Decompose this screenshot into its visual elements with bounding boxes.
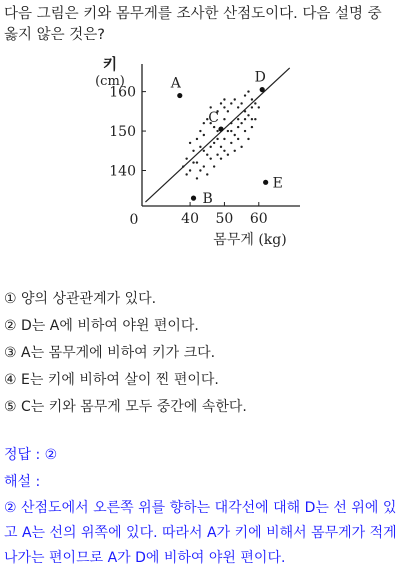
scatter-point <box>244 118 246 120</box>
scatter-point <box>247 138 249 140</box>
scatter-point <box>237 118 239 120</box>
scatter-point <box>251 118 253 120</box>
scatter-point <box>258 106 260 108</box>
scatter-point <box>251 106 253 108</box>
scatter-point <box>199 146 201 148</box>
scatter-point <box>216 138 218 140</box>
point-label-b: B <box>202 191 213 208</box>
scatter-point <box>240 102 242 104</box>
scatter-point <box>223 138 225 140</box>
scatter-point <box>203 134 205 136</box>
choice-1[interactable]: ① 양의 상관관계가 있다. <box>4 291 157 307</box>
scatter-point <box>247 90 249 92</box>
explanation-text: ② 산점도에서 오른쪽 위를 향하는 대각선에 대해 D는 선 위에 있고 A는 선의 위쪽에 있다. 따라서 A가 키에 비해서 몸무게가 적게 나가는 편이므로 A가 D에 비하여 야윈 편이다. <box>4 500 397 566</box>
scatter-point <box>220 102 222 104</box>
point-e <box>263 180 268 185</box>
scatter-point <box>254 118 256 120</box>
point-a <box>177 93 182 98</box>
point-label-e: E <box>272 175 283 192</box>
choice-3[interactable]: ③ A는 몸무게에 비하여 키가 크다. <box>4 345 216 361</box>
scatter-point <box>196 161 198 163</box>
scatter-point <box>216 130 218 132</box>
scatter-point <box>220 146 222 148</box>
y-axis-label: 키 <box>102 56 118 73</box>
choice-5[interactable]: ⑤ C는 키와 몸무게 모두 중간에 속한다. <box>4 399 247 415</box>
answer-label: 정답 : ② <box>4 447 58 463</box>
scatter-point <box>199 169 201 171</box>
scatter-point <box>209 157 211 159</box>
scatter-point <box>203 165 205 167</box>
question-text: 다음 그림은 키와 몸무게를 조사한 산점도이다. 다음 설명 중 옳지 않은 것은? <box>4 6 382 43</box>
x-tick-label: 50 <box>215 211 234 227</box>
scatter-point <box>206 173 208 175</box>
scatter-point <box>230 130 232 132</box>
point-c <box>218 126 223 131</box>
choice-list <box>4 290 398 425</box>
scatter-point <box>251 126 253 128</box>
scatter-point <box>209 106 211 108</box>
scatter-point <box>185 157 187 159</box>
scatter-point <box>192 150 194 152</box>
scatter-point <box>244 94 246 96</box>
scatter-point <box>206 154 208 156</box>
y-tick-label: 140 <box>109 163 136 180</box>
scatter-point <box>227 130 229 132</box>
scatter-point <box>196 177 198 179</box>
scatter-point <box>227 110 229 112</box>
scatter-point <box>223 150 225 152</box>
scatter-point <box>230 102 232 104</box>
x-tick-label: 60 <box>249 211 268 227</box>
scatter-point <box>199 130 201 132</box>
scatter-point <box>209 146 211 148</box>
scatter-point <box>203 150 205 152</box>
scatter-point <box>203 122 205 124</box>
scatter-plot <box>80 56 320 256</box>
x-tick-label: 40 <box>181 211 200 227</box>
choice-2[interactable]: ② D는 A에 비하여 야윈 편이다. <box>4 318 199 334</box>
scatter-point <box>220 157 222 159</box>
scatter-point <box>237 126 239 128</box>
point-label-a: A <box>170 75 181 92</box>
scatter-point <box>213 126 215 128</box>
scatter-point <box>196 138 198 140</box>
scatter-point <box>240 146 242 148</box>
scatter-point <box>189 142 191 144</box>
explanation-label: 해설 : <box>4 474 41 490</box>
point-label-d: D <box>254 69 266 86</box>
scatter-point <box>234 150 236 152</box>
scatter-point <box>251 98 253 100</box>
scatter-point <box>213 142 215 144</box>
scatter-point <box>192 161 194 163</box>
scatter-point <box>223 118 225 120</box>
scatter-point <box>237 106 239 108</box>
x-axis-label: 몸무게 (kg) <box>213 232 287 248</box>
scatter-point <box>234 134 236 136</box>
point-b <box>191 196 196 201</box>
scatter-point <box>254 102 256 104</box>
scatter-point <box>216 154 218 156</box>
scatter-point <box>185 173 187 175</box>
scatter-point <box>223 98 225 100</box>
scatter-point <box>230 142 232 144</box>
scatter-point <box>227 154 229 156</box>
point-d <box>260 87 265 92</box>
scatter-point <box>247 114 249 116</box>
origin-label: 0 <box>129 212 139 228</box>
y-axis-unit: (cm) <box>95 74 125 89</box>
point-label-c: C <box>208 110 219 127</box>
scatter-point <box>189 169 191 171</box>
y-tick-label: 150 <box>109 124 136 141</box>
scatter-point <box>213 165 215 167</box>
choice-4[interactable]: ④ E는 키에 비하여 살이 찐 편이다. <box>4 372 219 388</box>
scatter-point <box>223 106 225 108</box>
scatter-point <box>240 122 242 124</box>
scatter-point <box>237 138 239 140</box>
y-tick-label: 160 <box>109 84 136 101</box>
scatter-point <box>234 98 236 100</box>
scatter-point <box>244 130 246 132</box>
